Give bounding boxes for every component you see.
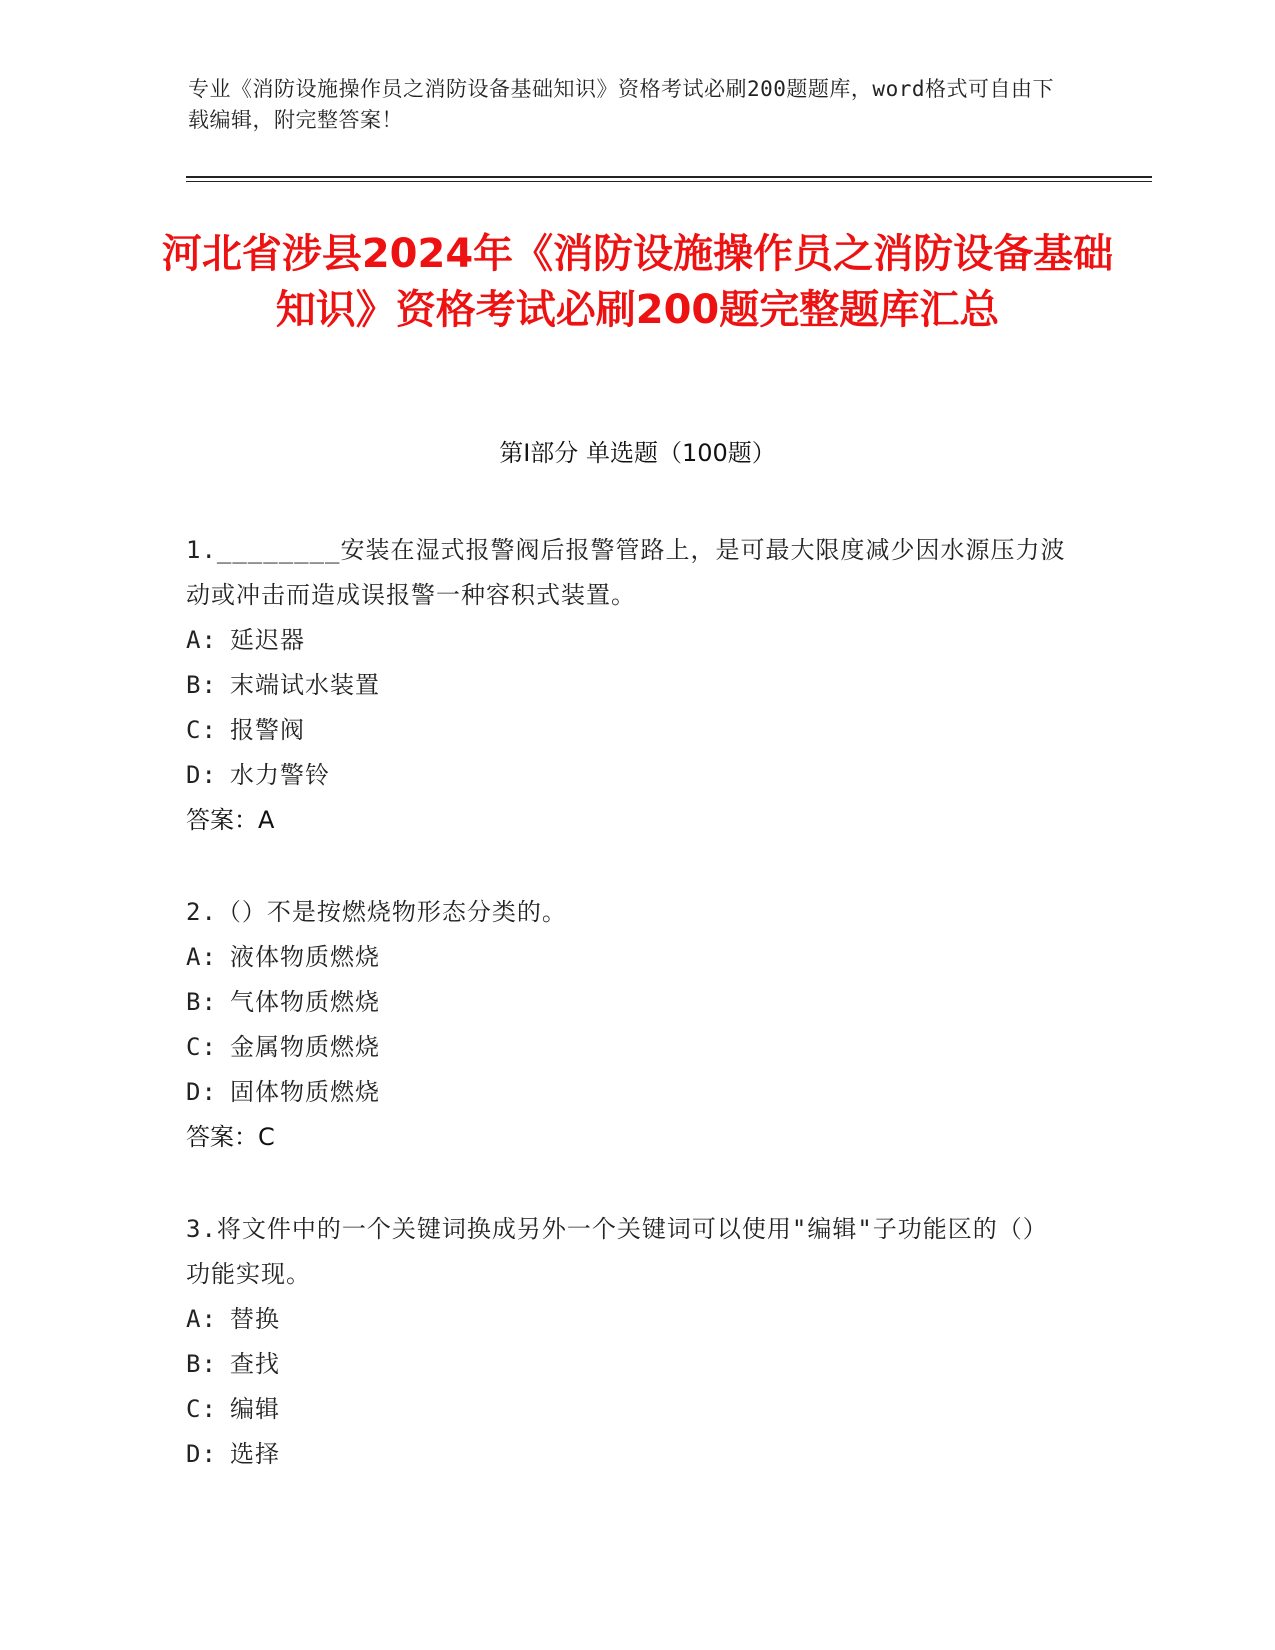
question-3 [186,1207,1066,1477]
option-b [186,663,1066,708]
header-rule-thin [186,181,1152,182]
header-rule-thick [186,176,1152,178]
option-a [186,1297,1066,1342]
option-a [186,935,1066,980]
option-b [186,1342,1066,1387]
question-1 [186,528,1066,843]
section-title: 第I部分 单选题（100题） [499,439,776,467]
option-text: 报警阀 [230,716,305,744]
option-text: 水力警铃 [230,761,330,789]
option-key: D: [186,761,217,789]
question-2 [186,890,1066,1160]
option-key: B: [186,1350,217,1378]
option-a [186,618,1066,663]
option-d [186,1070,1066,1115]
option-c [186,1025,1066,1070]
option-key: C: [186,716,217,744]
question-stem: 2.（）不是按燃烧物形态分类的。 [186,898,567,926]
option-c [186,1387,1066,1432]
option-key: C: [186,1395,217,1423]
option-text: 液体物质燃烧 [230,943,380,971]
document-title: 河北省涉县2024年《消防设施操作员之消防设备基础知识》资格考试必刷200题完整题库汇总 [161,231,1114,333]
answer-label: 答案：C [186,1123,275,1151]
option-b [186,980,1066,1025]
option-c [186,708,1066,753]
option-text: 固体物质燃烧 [230,1078,380,1106]
option-text: 编辑 [230,1395,280,1423]
question-stem: 3.将文件中的一个关键词换成另外一个关键词可以使用"编辑"子功能区的（）功能实现。 [186,1215,1048,1288]
option-key: A: [186,943,217,971]
option-key: A: [186,1305,217,1333]
answer-label: 答案：A [186,806,275,834]
option-text: 查找 [230,1350,280,1378]
question-list [186,528,1066,1524]
option-text: 延迟器 [230,626,305,654]
option-key: D: [186,1078,217,1106]
option-text: 选择 [230,1440,280,1468]
question-stem: 1.________安装在湿式报警阀后报警管路上，是可最大限度减少因水源压力波动或冲击而造成误报警一种容积式装置。 [186,536,1066,609]
option-key: C: [186,1033,217,1061]
option-key: B: [186,671,217,699]
option-text: 替换 [230,1305,280,1333]
header-note: 专业《消防设施操作员之消防设备基础知识》资格考试必刷200题题库，word格式可自由下载编辑，附完整答案！ [188,77,1054,132]
option-d [186,753,1066,798]
option-d [186,1432,1066,1477]
option-key: D: [186,1440,217,1468]
option-key: B: [186,988,217,1016]
option-text: 金属物质燃烧 [230,1033,380,1061]
option-text: 气体物质燃烧 [230,988,380,1016]
option-key: A: [186,626,217,654]
option-text: 末端试水装置 [230,671,380,699]
